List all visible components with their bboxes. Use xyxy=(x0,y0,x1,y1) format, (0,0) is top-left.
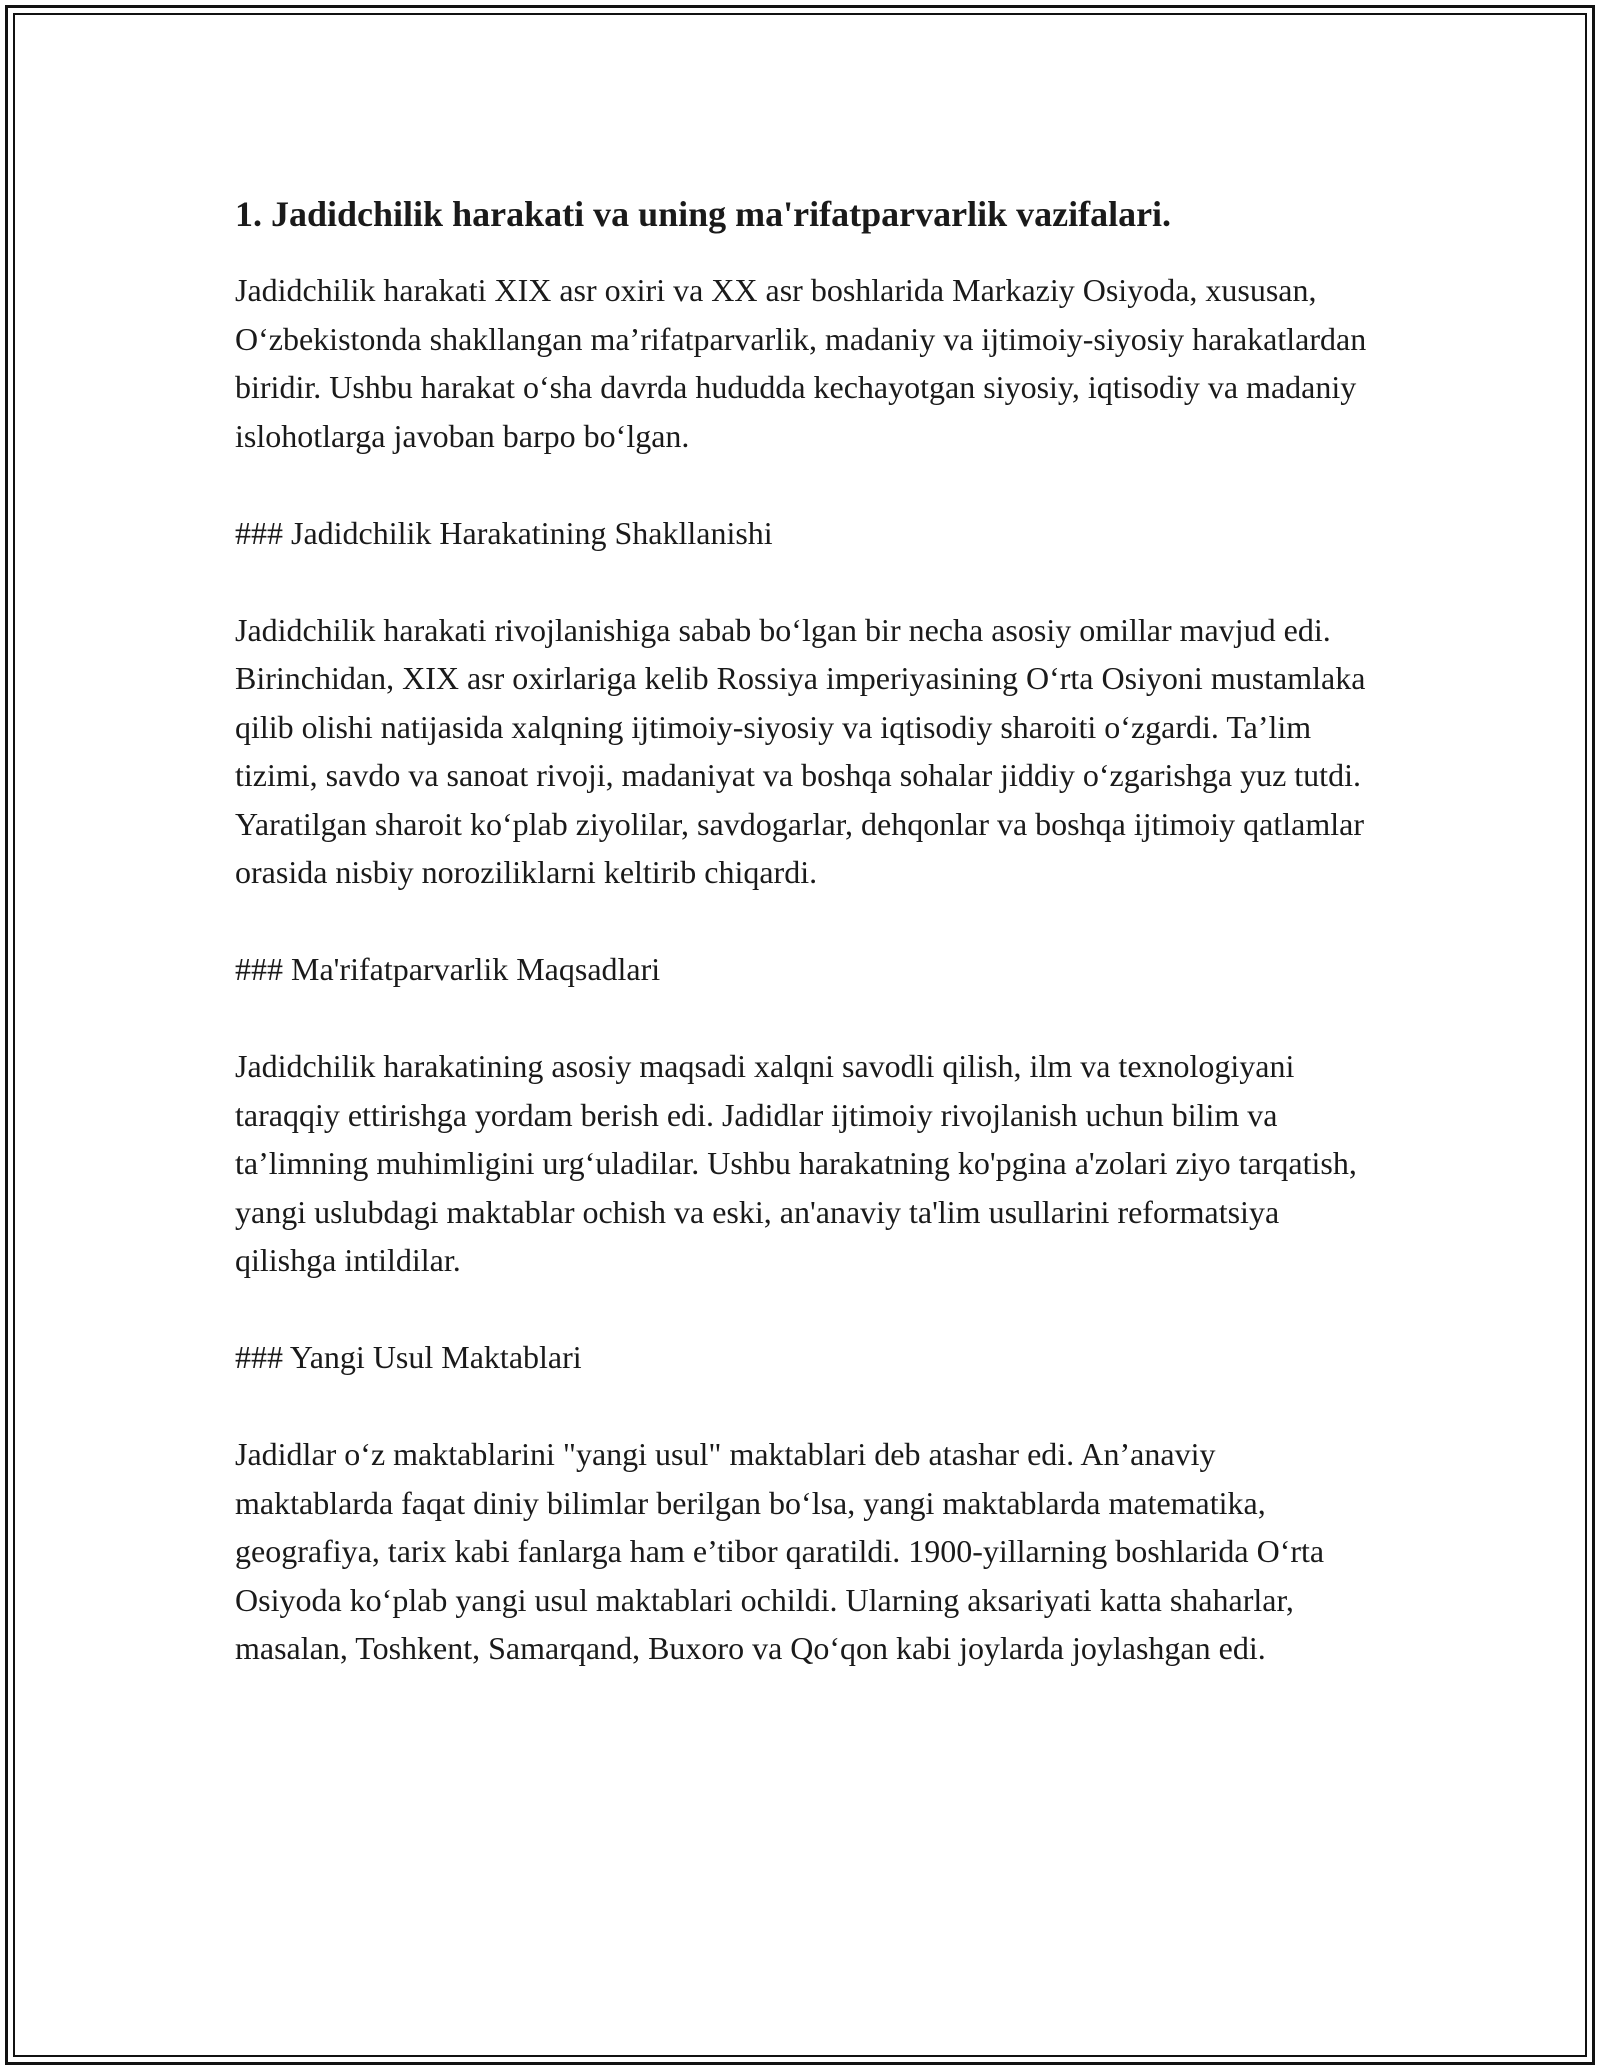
spacer xyxy=(235,994,1375,1043)
document-body xyxy=(235,188,1375,1673)
spacer xyxy=(235,557,1375,606)
section-heading-maktablari: ### Yangi Usul Maktablari xyxy=(235,1339,582,1375)
section-paragraph-maqsadlari: Jadidchilik harakatining asosiy maqsadi xalqni savodli qilish, ilm va texnologiyani taraqqiy ettirishga yordam berish edi. Jadidlar ijtimoiy rivojlanish uchun bilim va ta’limning muhimligini urg‘uladilar. Ushbu harakatning ko'pgina a'zolari ziyo tarqatish, yangi uslubdagi maktablar ochish va eski, an'anaviy ta'lim usullarini reformatsiya qilishga intildilar. xyxy=(235,1048,1357,1278)
section-paragraph-maktablari: Jadidlar o‘z maktablarini "yangi usul" maktablari deb atashar edi. An’anaviy maktablarda faqat diniy bilimlar berilgan bo‘lsa, yangi maktablarda matematika, geografiya, tarix kabi fanlarga ham e’tibor qaratildi. 1900-yillarning boshlarida O‘rta Osiyoda ko‘plab yangi usul maktablari ochildi. Ularning aksariyati katta shaharlar, masalan, Toshkent, Samarqand, Buxoro va Qo‘qon kabi joylarda joylashgan edi. xyxy=(235,1436,1325,1666)
section-heading-maqsadlari: ### Ma'rifatparvarlik Maqsadlari xyxy=(235,951,661,987)
section-heading-shakllanishi: ### Jadidchilik Harakatining Shakllanishi xyxy=(235,514,773,551)
spacer xyxy=(235,1285,1375,1334)
section-paragraph-shakllanishi: Jadidchilik harakati rivojlanishiga sabab bo‘lgan bir necha asosiy omillar mavjud edi. Birinchidan, XIX asr oxirlariga kelib Rossiya imperiyasining O‘rta Osiyoni mustamlaka qilib olishi natijasida xalqning ijtimoiy-siyosiy va iqtisodiy sharoiti o‘zgardi. Ta’lim tizimi, savdo va sanoat rivoji, madaniyat va boshqa sohalar jiddiy o‘zgarishga yuz tutdi. Yaratilgan sharoit ko‘plab ziyolilar, savdogarlar, dehqonlar va boshqa ijtimoiy qatlamlar orasida nisbiy noroziliklarni keltirib chiqardi. xyxy=(235,611,1366,890)
spacer xyxy=(235,897,1375,946)
document-title: 1. Jadidchilik harakati va uning ma'rifatparvarlik vazifalari. xyxy=(235,194,1172,234)
spacer xyxy=(235,460,1375,509)
spacer xyxy=(235,1382,1375,1431)
intro-paragraph: Jadidchilik harakati XIX asr oxiri va XX asr boshlarida Markaziy Osiyoda, xususan, O‘zbekistonda shakllangan ma’rifatparvarlik, madaniy va ijtimoiy-siyosiy harakatlardan biridir. Ushbu harakat o‘sha davrda hududda kechayotgan siyosiy, iqtisodiy va madaniy islohotlarga javoban barpo bo‘lgan. xyxy=(235,272,1367,454)
